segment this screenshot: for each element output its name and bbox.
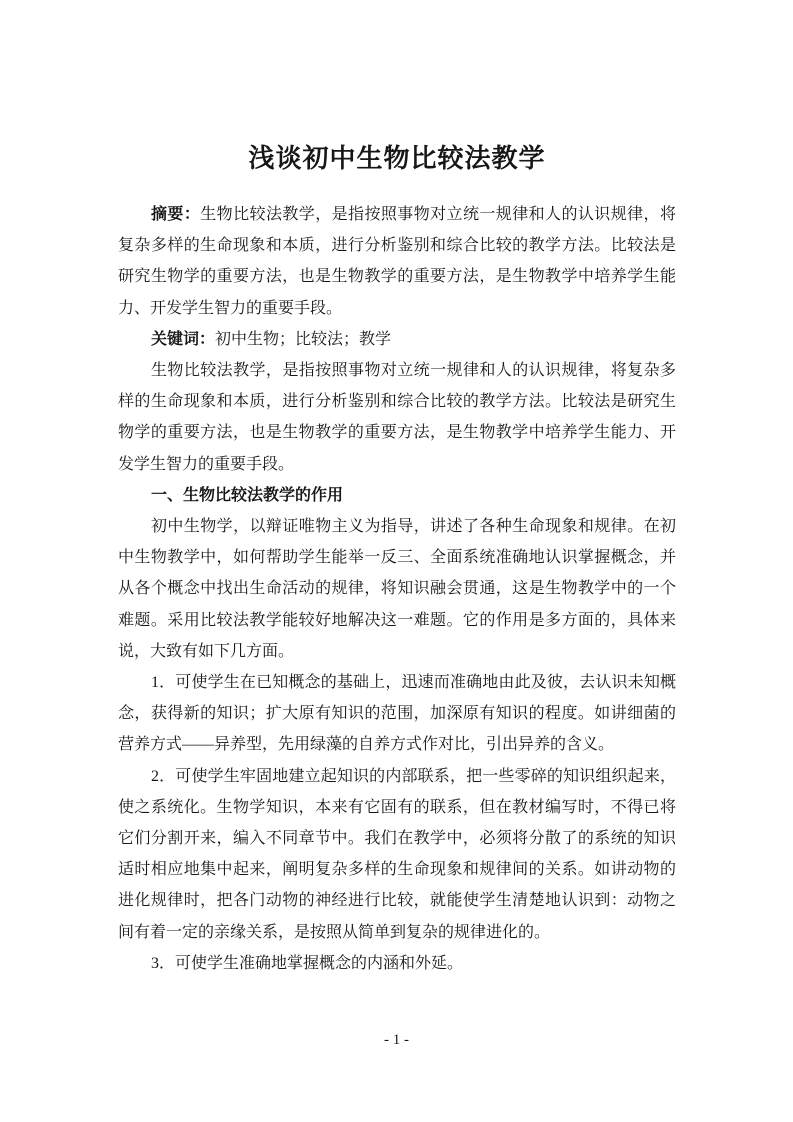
keywords-text: 初中生物；比较法；教学 <box>215 330 392 348</box>
document-content <box>118 139 676 979</box>
document-title: 浅谈初中生物比较法教学 <box>248 144 546 173</box>
paragraph-point-2: 2．可使学生牢固地建立起知识的内部联系，把一些零碎的知识组织起来，使之系统化。生物学知识，本来有它固有的联系，但在教材编写时，不得已将它们分割开来，编入不同章节中。我们在教学中，必须将分散了的系统的知识适时相应地集中起来，阐明复杂多样的生命现象和规律间的关系。如讲动物的进化规律时，把各门动物的神经进行比较，就能使学生清楚地认识到：动物之间有着一定的亲缘关系，是按照从简单到复杂的规律进化的。 <box>118 767 676 941</box>
paragraph-abstract <box>118 199 676 324</box>
page-number: - 1 - <box>384 1032 409 1048</box>
paragraph-keywords <box>118 324 676 355</box>
keywords-label: 关键词： <box>151 330 216 348</box>
paragraph-introduction: 生物比较法教学，是指按照事物对立统一规律和人的认识规律，将复杂多样的生命现象和本质，进行分析鉴别和综合比较的教学方法。比较法是研究生物学的重要方法，也是生物教学的重要方法，是生物教学中培养学生能力、开发学生智力的重要手段。 <box>118 362 676 473</box>
paragraph-point-3: 3．可使学生准确地掌握概念的内涵和外延。 <box>151 954 464 972</box>
abstract-label: 摘要： <box>151 206 201 223</box>
paragraph-section-1-intro: 初中生物学，以辩证唯物主义为指导，讲述了各种生命现象和规律。在初中生物教学中，如何帮助学生能举一反三、全面系统准确地认识掌握概念，并从各个概念中找出生命活动的规律，将知识融会贯通，这是生物教学中的一个难题。采用比较法教学能较好地解决这一难题。它的作用是多方面的，具体来说，大致有如下几方面。 <box>118 518 676 660</box>
paragraph-point-1: 1．可使学生在已知概念的基础上，迅速而准确地由此及彼，去认识未知概念，获得新的知识；扩大原有知识的范围，加深原有知识的程度。如讲细菌的营养方式——异养型，先用绿藻的自养方式作对比，引出异养的含义。 <box>118 674 676 754</box>
section-heading-1: 一、生物比较法教学的作用 <box>151 486 344 504</box>
abstract-text: 生物比较法教学，是指按照事物对立统一规律和人的认识规律，将复杂多样的生命现象和本质，进行分析鉴别和综合比较的教学方法。比较法是研究生物学的重要方法，也是生物教学的重要方法，是生物教学中培养学生能力、开发学生智力的重要手段。 <box>118 206 676 317</box>
